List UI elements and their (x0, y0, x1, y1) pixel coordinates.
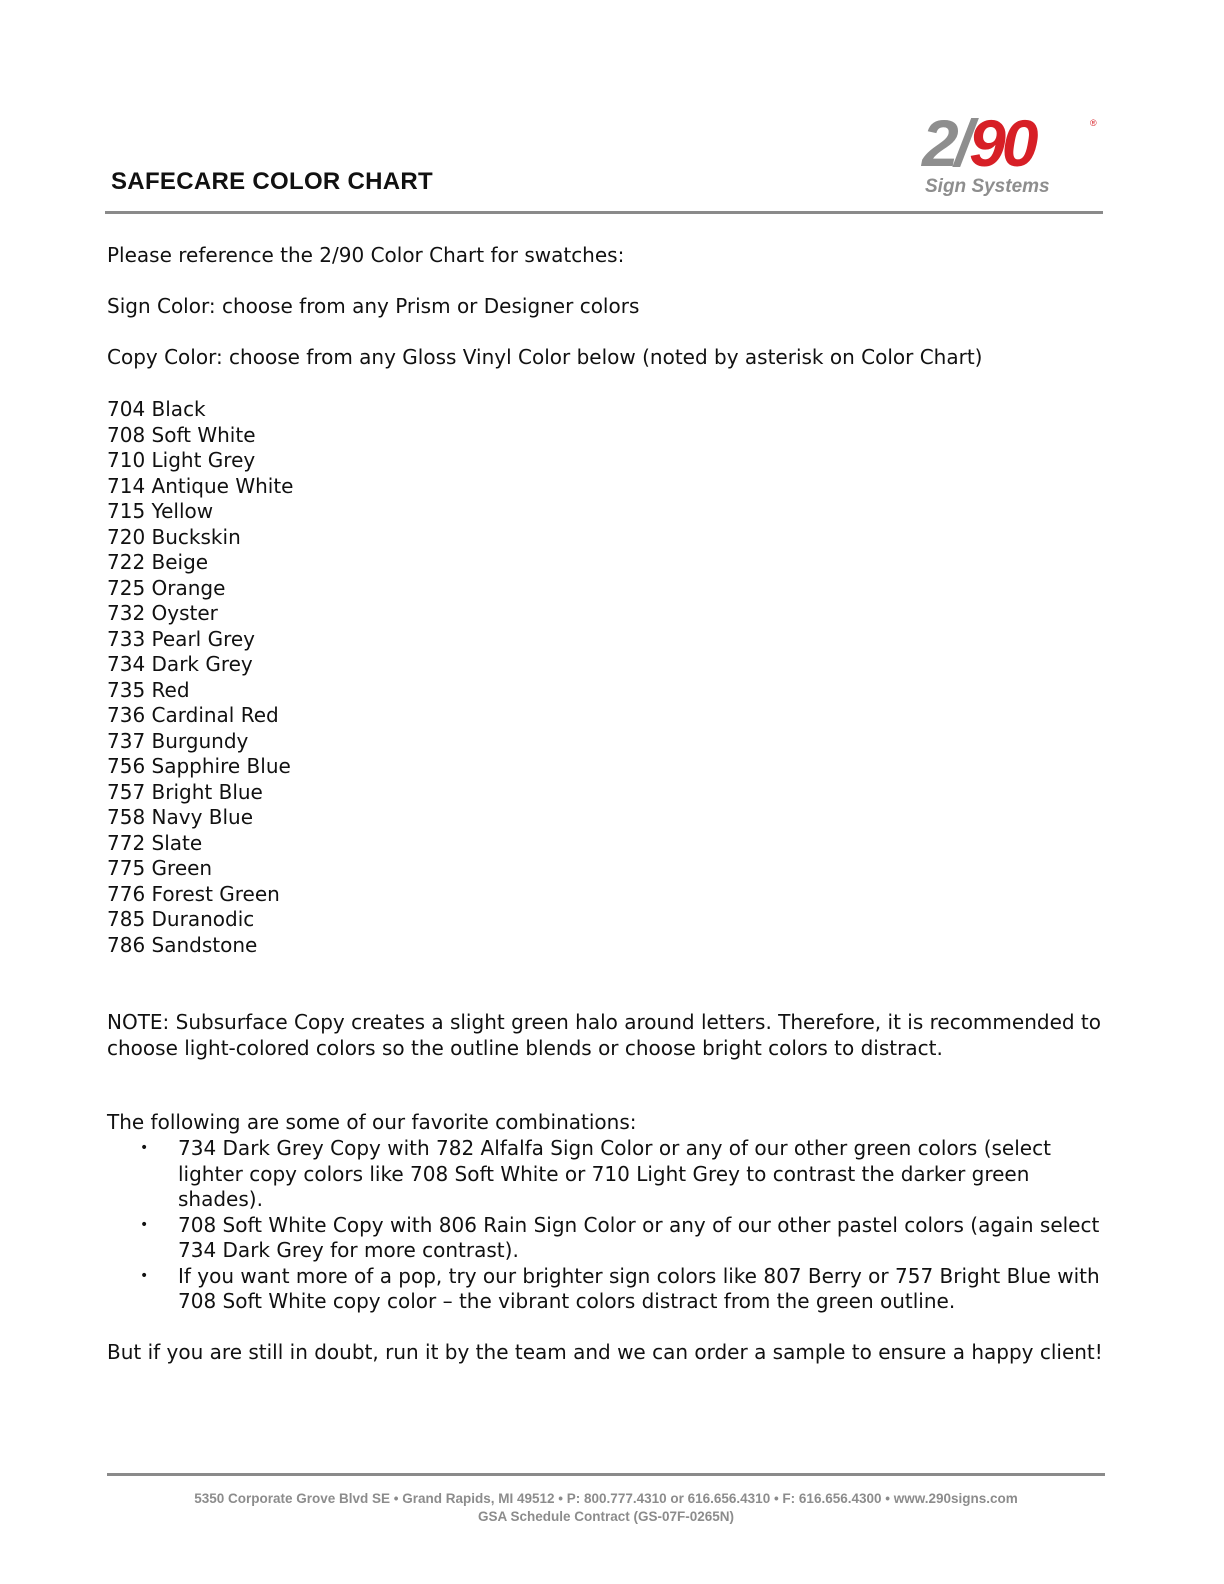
color-list-item: 715 Yellow (107, 499, 214, 523)
combination-item (107, 1213, 1107, 1264)
color-list-item: 786 Sandstone (107, 932, 258, 957)
page-title: SAFECARE COLOR CHART (111, 168, 433, 195)
color-list-item: 733 Pearl Grey (107, 626, 255, 651)
combinations-list (107, 1136, 1107, 1315)
logo-slash: / (954, 106, 970, 180)
footer-divider (107, 1473, 1105, 1476)
bullet-icon: • (140, 1267, 149, 1284)
color-list-item: 757 Bright Blue (107, 779, 263, 804)
bullet-icon: • (140, 1216, 149, 1233)
color-list-item: 737 Burgundy (107, 728, 249, 753)
color-list-item: 785 Duranodic (107, 907, 255, 931)
color-list-item: 714 Antique White (107, 473, 294, 498)
color-list-item: 732 Oyster (107, 601, 218, 625)
registered-mark: ® (1090, 118, 1097, 128)
combination-text: 708 Soft White Copy with 806 Rain Sign Color or any of our other pastel colors (again select 734 Dark Grey for more contrast). (178, 1212, 1100, 1262)
color-list-item: 736 Cardinal Red (107, 703, 279, 727)
combination-item (107, 1136, 1107, 1213)
logo-ninety: 90 (969, 106, 1035, 180)
color-list-item: 775 Green (107, 856, 213, 880)
color-list-item: 772 Slate (107, 830, 203, 855)
color-list-item: 735 Red (107, 677, 190, 702)
color-list-item: 704 Black (107, 397, 206, 421)
combination-text: 734 Dark Grey Copy with 782 Alfalfa Sign Color or any of our other green colors (select lighter copy colors like 708 Soft White or 710 Light Grey to contrast the darker green shades). (178, 1136, 1051, 1211)
color-list-item: 722 Beige (107, 550, 209, 574)
sign-color-text: Sign Color: choose from any Prism or Designer colors (107, 294, 640, 318)
footer-address: 5350 Corporate Grove Blvd SE • Grand Rapids, MI 49512 • P: 800.777.4310 or 616.656.4310 • F: 616.656.4300 • www.290signs.com (194, 1491, 1018, 1506)
header-divider (105, 211, 1103, 214)
logo-subtitle: Sign Systems (925, 176, 1050, 197)
color-list-item: 756 Sapphire Blue (107, 754, 291, 778)
copy-color-text: Copy Color: choose from any Gloss Vinyl Color below (noted by asterisk on Color Chart) (107, 345, 983, 369)
combinations-intro: The following are some of our favorite combinations: (107, 1110, 637, 1134)
color-list-item: 776 Forest Green (107, 881, 280, 906)
color-list-item: 710 Light Grey (107, 448, 256, 472)
color-list-item: 725 Orange (107, 575, 226, 600)
company-logo (920, 106, 1102, 202)
color-list-item: 720 Buckskin (107, 524, 241, 549)
color-list-item: 758 Navy Blue (107, 805, 254, 829)
combination-text: If you want more of a pop, try our brighter sign colors like 807 Berry or 757 Bright Blue with 708 Soft White copy color – the vibrant colors distract from the green outline. (178, 1263, 1100, 1313)
logo-mark (922, 106, 1035, 180)
color-list-item: 708 Soft White (107, 422, 256, 447)
color-list-item: 734 Dark Grey (107, 652, 253, 676)
combination-item (107, 1264, 1107, 1315)
closing-text: But if you are still in doubt, run it by the team and we can order a sample to ensure a happy client! (107, 1340, 1103, 1364)
color-list (107, 397, 293, 958)
footer-contract: GSA Schedule Contract (GS-07F-0265N) (477, 1509, 735, 1524)
note-text: NOTE: Subsurface Copy creates a slight green halo around letters. Therefore, it is recommended to choose light-colored colors so the outline blends or choose bright colors to distract. (107, 1010, 1102, 1060)
reference-text: Please reference the 2/90 Color Chart for swatches: (107, 243, 625, 267)
logo-two: 2 (922, 106, 955, 180)
bullet-icon: • (140, 1140, 149, 1156)
